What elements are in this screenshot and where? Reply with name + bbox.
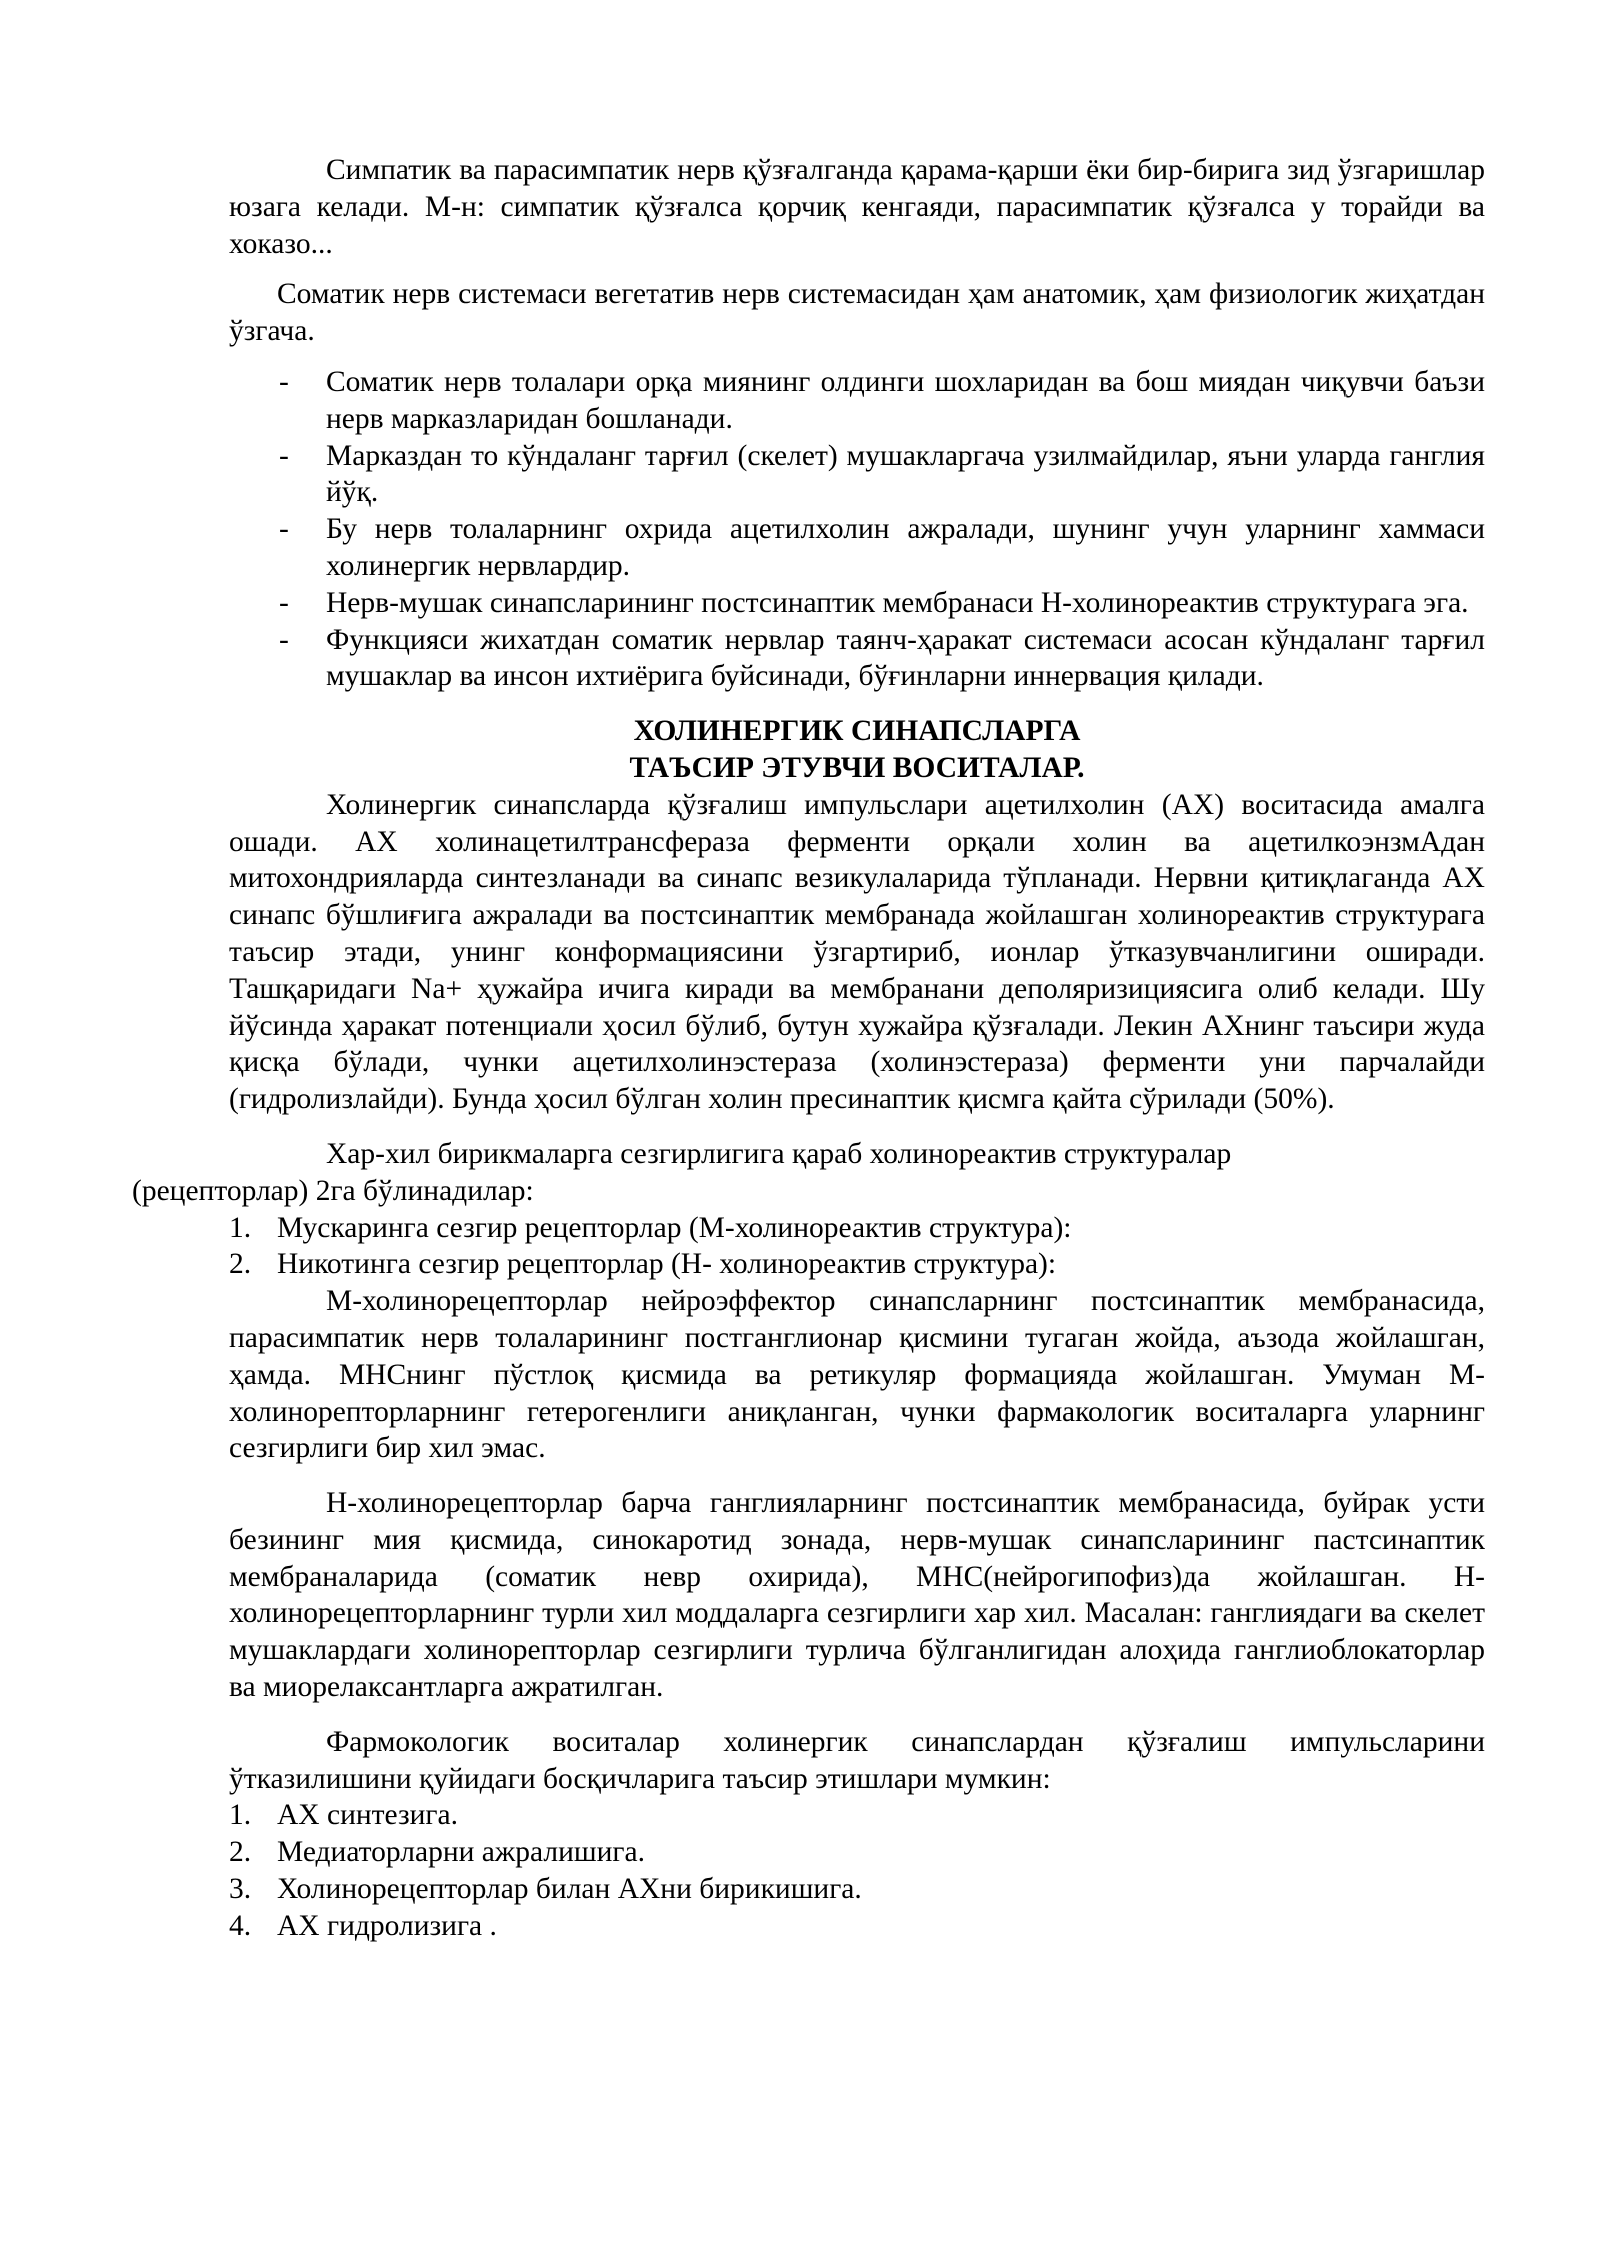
section-heading-line-2: ТАЪСИР ЭТУВЧИ ВОСИТАЛАР. <box>629 751 1085 784</box>
list-item <box>229 1246 1485 1283</box>
receptor-classification-line-2: (рецепторлар) 2га бўлинадилар: <box>132 1174 534 1207</box>
list-item <box>229 1871 1485 1908</box>
list-number: 2. <box>229 1836 252 1869</box>
section-heading <box>229 713 1485 787</box>
list-number: 2. <box>229 1248 252 1281</box>
n-receptors-paragraph: Н-холинорецепторлар барча ганглияларнинг постсинаптик мембранасида, буйрак усти безининг мия қисмида, синокаротид зонада, нерв-мушак синапсларининг пастсинаптик мембраналарида (соматик невр охирида), МНС(нейрогипофиз)да жойлашган. Н-холинорецепторларнинг турли хил моддаларга сезгирлиги хар хил. Масалан: ганглиядаги ва скелет мушаклардаги холинорепторлар сезгирлиги турлича бўлганлигидан алоҳида ганглиоблокаторлар ва миорелаксантларга ажратилган. <box>229 1487 1485 1704</box>
somatic-features-list <box>229 364 1485 695</box>
list-item-text: Никотинга сезгир рецепторлар (Н- холинореактив структура): <box>277 1248 1057 1281</box>
m-receptors-paragraph: М-холинорецепторлар нейроэффектор синапсларнинг постсинаптик мембранасида, парасимпатик нерв толаларининг постганглионар қисмини тугаган жойда, аъзода жойлашган, ҳамда. МНСнинг пўстлоқ қисмида ва ретикуляр формацияда жойлашган. Умуман М-холинорепторларнинг гетерогенлиги аниқланган, чунки фармакологик воситаларга уларнинг сезгирлиги бир хил эмас. <box>229 1285 1485 1465</box>
list-item-text: Медиаторларни ажралишига. <box>277 1836 645 1869</box>
list-item-text: АХ гидролизига . <box>277 1909 497 1942</box>
list-item-text: Бу нерв толаларнинг охрида ацетилхолин ажралади, шунинг учун уларнинг хаммаси холинергик нервлардир. <box>326 513 1485 582</box>
list-item <box>229 1908 1485 1945</box>
receptor-types-list <box>229 1210 1485 1284</box>
list-item <box>229 438 1485 512</box>
list-item <box>229 511 1485 585</box>
dash-bullet: - <box>279 513 289 546</box>
list-item-text: Холинорецепторлар билан АХни бирикишига. <box>277 1873 862 1906</box>
list-item <box>229 585 1485 622</box>
cholinergic-transmission-paragraph: Холинергик синапсларда қўзғалиш импульслари ацетилхолин (АХ) воситасида амалга ошади. АХ холинацетилтрансфераза ферменти орқали холин ва ацетилкоэнзмАдан митохондрияларда синтезланади ва синапс везикулаларида тўпланади. Нервни қитиқлаганда АХ синапс бўшлиғига ажралади ва постсинаптик мембранада жойлашган холинореактив структурага таъсир этади, унинг конформациясини ўзгартириб, ионлар ўтказувчанлигини оширади. Ташқаридаги Na+ ҳужайра ичига киради ва мембранани деполяризициясига олиб келади. Шу йўсинда ҳаракат потенциали ҳосил бўлиб, бутун хужайра қўзғалади. Лекин АХнинг таъсири жуда қисқа бўлади, чунки ацетилхолинэстераза (холинэстераза) ферменти уни парчалайди (гидролизлайди). Бунда ҳосил бўлган холин пресинаптик қисмга қайта сўрилади (50%). <box>229 788 1485 1116</box>
dash-bullet: - <box>279 623 289 656</box>
list-item-text: Соматик нерв толалари орқа миянинг олдинги шохларидан ва бош миядан чиқувчи баъзи нерв марказларидан бошланади. <box>326 365 1485 435</box>
dash-bullet: - <box>279 439 289 472</box>
list-item <box>229 1797 1485 1834</box>
list-item <box>229 622 1485 696</box>
list-item <box>229 1210 1485 1247</box>
pharmacological-stages-paragraph: Фармокологик воситалар холинергик синапслардан қўзғалиш импульсларини ўтказилишини қуйидаги босқичларига таъсир этишлари мумкин: <box>229 1725 1485 1795</box>
list-number: 4. <box>229 1909 252 1942</box>
list-item-text: Функцияси жихатдан соматик нервлар таянч-ҳаракат системаси асосан кўндаланг тарғил мушаклар ва инсон ихтиёрига буйсинади, бўғинларни иннервация қилади. <box>326 623 1485 693</box>
list-item-text: АХ синтезига. <box>277 1799 459 1832</box>
transmission-stages-list <box>229 1797 1485 1944</box>
list-item-text: Марказдан то кўндаланг тарғил (скелет) мушакларгача узилмайдилар, яъни уларда ганглия йўқ. <box>326 439 1485 509</box>
document-page <box>132 152 1485 1945</box>
list-item-text: Нерв-мушак синапсларининг постсинаптик мембранаси Н-холинореактив структурага эга. <box>326 586 1469 619</box>
dash-bullet: - <box>279 586 289 619</box>
intro-paragraph-2: Соматик нерв системаси вегетатив нерв системасидан ҳам анатомик, ҳам физиологик жиҳатдан ўзгача. <box>229 278 1485 348</box>
list-item <box>229 364 1485 438</box>
dash-bullet: - <box>279 365 289 398</box>
list-item <box>229 1834 1485 1871</box>
receptor-classification-line-1: Хар-хил бирикмаларга сезгирлигига қараб холинореактив структуралар <box>326 1137 1232 1170</box>
intro-paragraph-1: Симпатик ва парасимпатик нерв қўзғалганда қарама-қарши ёки бир-бирига зид ўзгаришлар юзага келади. М-н: симпатик қўзғалса қорчиқ кенгаяди, парасимпатик қўзғалса у торайди ва хоказо... <box>229 154 1485 260</box>
list-number: 1. <box>229 1211 252 1244</box>
list-item-text: Мускаринга сезгир рецепторлар (М-холинореактив структура): <box>277 1211 1072 1244</box>
list-number: 3. <box>229 1873 252 1906</box>
list-number: 1. <box>229 1799 252 1832</box>
receptor-classification-paragraph <box>132 1136 1485 1210</box>
section-heading-line-1: ХОЛИНЕРГИК СИНАПСЛАРГА <box>633 715 1081 748</box>
